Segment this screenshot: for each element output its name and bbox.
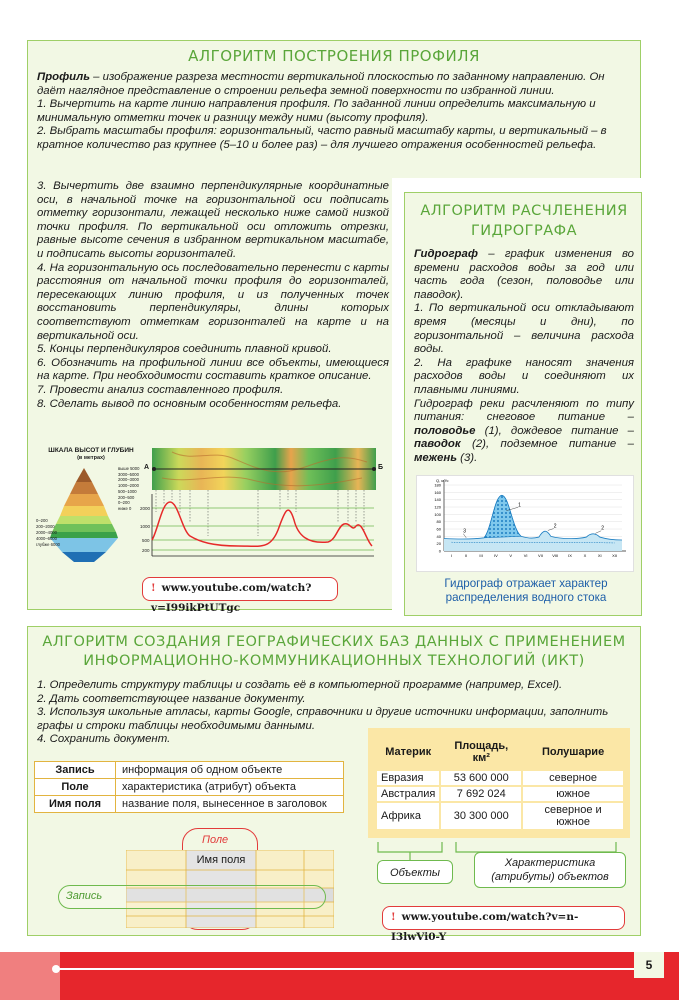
profile-step-8: 8. Сделать вывод по основным особенностям рельефа.: [37, 397, 342, 410]
continents-cell: Африка: [376, 802, 440, 830]
attributes-label: Характеристика (атрибуты) объектов: [474, 852, 626, 888]
scale-legend-item: 1000–2000: [118, 483, 139, 489]
scale-depth-item: 0–200: [36, 518, 48, 523]
hydro-month: IX: [568, 553, 572, 558]
definition-text: характеристика (атрибут) объекта: [116, 779, 344, 796]
database-step-1: 1. Определить структуру таблицы и создать её в компьютерной программе (например, Excel).: [37, 679, 563, 691]
hydro-month: X: [583, 553, 587, 558]
height-scale-legend-right: [118, 466, 139, 512]
hydrograph-step-2: 2. На графике наносят значения расходов воды и соединяют их плавными линиями.: [414, 356, 634, 396]
footer-line: [56, 968, 634, 970]
profile-ytick-500: 500: [142, 538, 150, 543]
youtube-url[interactable]: www.youtube.com/watch?v=n-I3lwVi0-Y: [391, 911, 579, 943]
hydro-month: IV: [494, 553, 498, 558]
scale-depth-item: 4000–6000: [36, 536, 57, 541]
definition-term: Запись: [35, 762, 116, 779]
continents-header-row: [376, 735, 624, 771]
profile-ytick-200: 200: [142, 548, 150, 553]
footer-dot: [52, 965, 60, 973]
profile-graph: [138, 490, 378, 570]
hydrograph-text: [414, 248, 634, 466]
hydro-ytick: 160: [434, 489, 441, 495]
scale-depth-item: 2000–4000: [36, 530, 57, 535]
hydro-month: VI: [523, 553, 528, 558]
database-step-2: 2. Дать соответствующее название документу.: [37, 692, 306, 705]
continents-cell: 30 300 000: [440, 802, 522, 830]
continents-cell: северное: [522, 770, 624, 786]
continents-cell: Австралия: [376, 786, 440, 802]
scale-legend-item: выше 5000: [118, 466, 140, 471]
hydro-month: XII: [612, 553, 618, 558]
hydro-label: 2: [601, 525, 605, 532]
continents-cell: 7 692 024: [440, 786, 522, 802]
youtube-link-profile[interactable]: [142, 577, 338, 614]
database-step-3: 3. Используя школьные атласы, карты Google, справочники и другие источники информации, заполнить графы и строки таблицы необходимыми данными.: [37, 706, 609, 732]
scale-legend-item: 3000–5000: [118, 471, 139, 477]
continents-cell: северное и южное: [522, 802, 624, 830]
hydro-unit: Q, м³/с: [436, 478, 449, 483]
hydro-ytick: 180: [434, 482, 441, 488]
hydro-ytick: 60: [436, 526, 441, 532]
profile-text-top: [37, 71, 633, 153]
database-step-4: 4. Сохранить документ.: [37, 733, 171, 746]
profile-step-4: 4. На горизонтальную ось последовательно перенести с карты расстояния от начальной точки профиля до горизонталей, пересекающих линию профиля, и из полученных точек восстановить перпендикуляры, длины которых соответствуют отметкам горизонталей на карте и на вертикальной оси.: [37, 261, 389, 342]
continents-row: [376, 786, 624, 802]
profile-step-3: 3. Вычертить две взаимно перпендикулярные координатные оси, в начальной точке на горизонтальной оси подписать отметку горизонтали, лежащей несколько ниже самой низкой точки профиля. По вертикальной оси отложить отрезки, равные высоте сечения в избранном вертикальном масштабе, и подписать высоты горизонталей.: [37, 180, 389, 260]
continents-row: [376, 770, 624, 786]
definition-text: название поля, вынесенное в заголовок: [116, 796, 344, 813]
continents-header-cell: Площадь, км²: [440, 735, 522, 771]
profile-step-5: 5. Концы перпендикуляров соединить плавной кривой.: [37, 343, 332, 356]
scale-legend-item: 500–1000: [118, 488, 137, 494]
height-scale-subtitle: (в метрах): [77, 455, 105, 461]
scale-depth-item: глубже 6000: [36, 542, 60, 547]
hydro-ytick: 100: [434, 511, 441, 517]
hydro-ytick: 20: [436, 541, 441, 547]
hydro-ytick: 40: [436, 533, 441, 539]
database-title-line1: АЛГОРИТМ СОЗДАНИЯ ГЕОГРАФИЧЕСКИХ БАЗ ДАННЫХ С ПРИМЕНЕНИЕМ: [42, 634, 626, 650]
definition-row: [35, 762, 344, 779]
definition-text: информация об одном объекте: [116, 762, 344, 779]
youtube-link-database[interactable]: [382, 906, 625, 943]
footer-stripe-light: [0, 952, 60, 1000]
hydrograph-intro: Гидрограф – график изменения во времени расходов воды за год или часть года (сезон, половодье или паводок).: [414, 248, 634, 301]
hydro-ytick: 0: [438, 548, 441, 554]
profile-label-b: Б: [378, 464, 384, 471]
definitions-table: [34, 761, 344, 813]
hydro-month: V: [509, 553, 513, 558]
definition-row: [35, 779, 344, 796]
profile-map-illustration: [152, 448, 376, 490]
hydrograph-step-1: 1. По вертикальной оси откладывают время (месяцы и дни), по горизонтальной – величина расхода воды.: [414, 302, 634, 356]
hydro-label: 2: [553, 523, 557, 530]
footer-bar: [0, 952, 679, 1000]
profile-ytick-2000: 2000: [140, 506, 151, 511]
database-title-line2: ИНФОРМАЦИОННО-КОММУНИКАЦИОННЫХ ТЕХНОЛОГИЙ (ИКТ): [83, 653, 585, 669]
page-number: 5: [634, 952, 664, 978]
profile-step-7: 7. Провести анализ составленного профиля.: [37, 383, 284, 396]
record-label: Запись: [66, 890, 103, 902]
hydro-month: III: [479, 553, 483, 558]
hydro-ytick: 140: [434, 497, 441, 503]
profile-step-2: 2. Выбрать масштабы профиля: горизонтальный, часто равный масштабу карты, и вертикальный – в кратное количество раз крупнее (5–10 и более раз) – для лучшего отражения особенностей рельефа.: [37, 125, 607, 151]
profile-term: Профиль: [37, 71, 90, 83]
continents-table: [375, 734, 625, 831]
youtube-url[interactable]: www.youtube.com/watch?v=I99ikPtUTgc: [151, 582, 312, 614]
hydro-month: VII: [537, 553, 543, 558]
continents-row: [376, 802, 624, 830]
hydrograph-caption: Гидрограф отражает характер распределения водного стока: [444, 577, 608, 604]
hydro-month: II: [465, 553, 468, 558]
hydro-label: 3: [463, 528, 467, 535]
continents-cell: 53 600 000: [440, 770, 522, 786]
scale-depth-item: 200–2000: [36, 524, 55, 529]
hydro-label: 1: [518, 502, 521, 509]
hydro-month: I: [450, 553, 452, 558]
profile-label-a: А: [144, 464, 150, 471]
hydrograph-term: Гидрограф: [414, 248, 478, 260]
hydrograph-algorithm-title: АЛГОРИТМ РАСЧЛЕНЕНИЯ ГИДРОГРАФА: [420, 203, 628, 239]
warning-icon: !: [391, 911, 396, 923]
objects-label: Объекты: [377, 860, 453, 884]
scale-legend-item: 200–500: [118, 494, 135, 500]
scale-legend-item: ниже 0: [118, 505, 132, 511]
continents-header-cell: Полушарие: [522, 735, 624, 771]
profile-ytick-1000: 1000: [140, 524, 151, 529]
profile-intro: Профиль – изображение разреза местности вертикальной плоскостью по заданному направлению. Он даёт наглядное представление о строении рельефа земной поверхности по избранной линии.: [37, 71, 605, 97]
profile-text-left: [37, 180, 389, 411]
profile-algorithm-title: АЛГОРИТМ ПОСТРОЕНИЯ ПРОФИЛЯ: [188, 47, 480, 65]
scale-legend-item: 0–200: [118, 500, 130, 506]
profile-step-1: 1. Вычертить на карте линию направления профиля. По заданной линии определить максимальную и минимальную отметки точек и разницу между ними (высоту профиля).: [37, 98, 596, 124]
height-scale-legend-left: [36, 518, 60, 548]
hydrograph-feeding: Гидрограф реки расчленяют по типу питания: снеговое питание – половодье (1), дождевое питание – паводок (2), подземное питание – межень (3).: [414, 397, 634, 464]
hydrograph-chart: [416, 475, 632, 570]
definition-term: Поле: [35, 779, 116, 796]
definition-term: Имя поля: [35, 796, 116, 813]
continents-cell: южное: [522, 786, 624, 802]
profile-step-6: 6. Обозначить на профильной линии все объекты, имеющиеся на карте. При необходимости составить краткое описание.: [37, 356, 389, 383]
field-name-label: Имя поля: [196, 854, 246, 866]
hydro-flood-peak: [484, 495, 521, 538]
continents-cell: Евразия: [376, 770, 440, 786]
hydro-ytick: 80: [436, 519, 441, 525]
definition-row: [35, 796, 344, 813]
height-scale-title: ШКАЛА ВЫСОТ И ГЛУБИН: [48, 447, 134, 454]
hydro-month: VIII: [552, 553, 559, 558]
warning-icon: !: [151, 582, 156, 594]
hydro-month: XI: [597, 553, 602, 558]
field-label: Поле: [202, 834, 229, 846]
continents-header-cell: Материк: [376, 735, 440, 771]
hydro-ytick: 120: [434, 504, 441, 510]
scale-legend-item: 2000–3000: [118, 477, 139, 483]
